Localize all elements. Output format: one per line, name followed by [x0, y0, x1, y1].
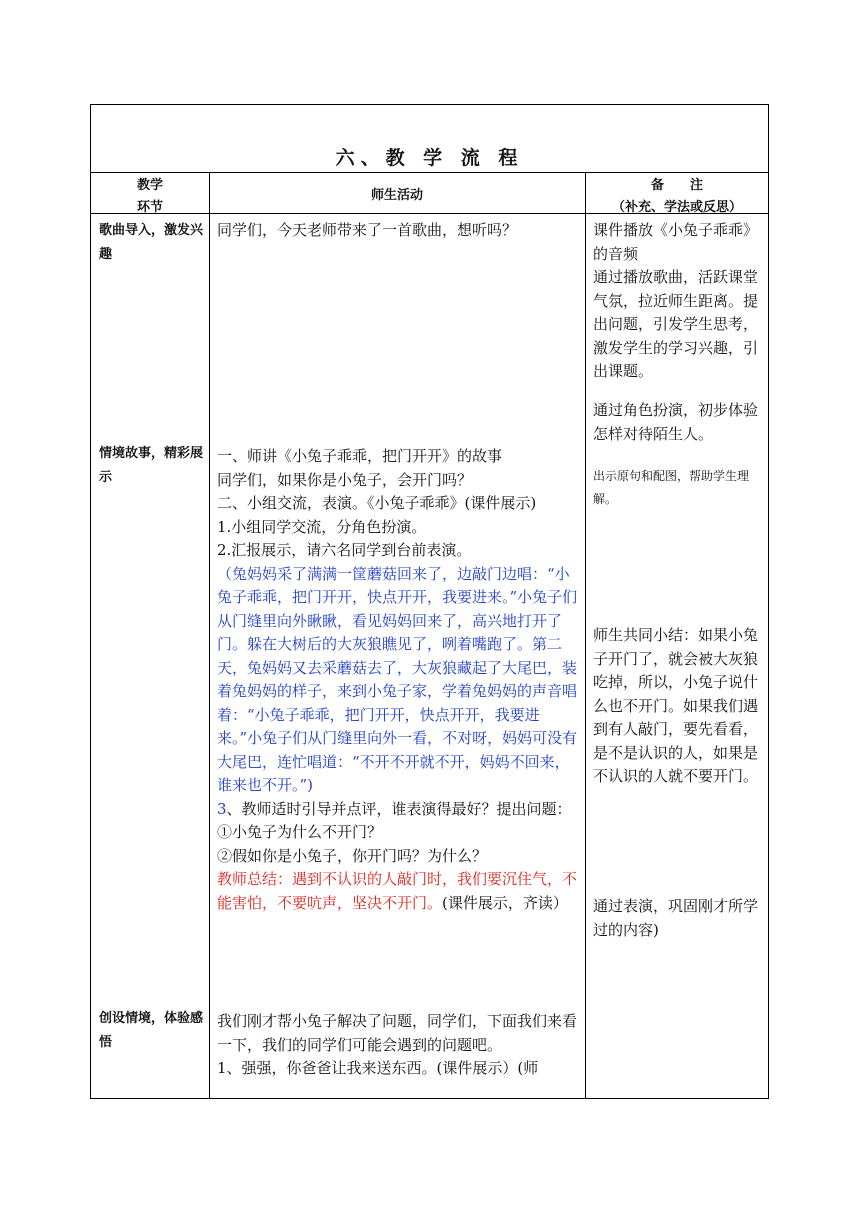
column-divider [209, 172, 210, 1098]
table-title: 六、教 学 流 程 [335, 147, 524, 169]
header-notes-line2: （补充、学法或反思） [611, 200, 742, 215]
story-text: （兔妈妈采了满满一筐蘑菇回来了，边敲门边唱：“小兔子乖乖，把门开开，快点开开，我要进来。”小兔子们从门缝里向外瞅瞅，看见妈妈回来了，高兴地打开了门。躲在大树后的大灰狼瞧见了，咧着嘴跑了。第二天，兔妈妈又去采蘑菇去了，大灰狼藏起了大尾巴，装着兔妈妈的样子，来到小兔子家，学着兔妈妈的声音唱着：“小兔子乖乖，把门开开，快点开开，我要进来。”小兔子们从门缝里向外一看，不对呀，妈妈可没有大尾巴，连忙唱道：“不开不开就不开，妈妈不回来，谁来也不开。”) [217, 564, 578, 794]
activity-line: 1、强强，你爸爸让我来送东西。(课件展示）(师 [217, 1059, 539, 1077]
note-summary: 师生共同小结：如果小兔子开门了，就会被大灰狼吃掉，所以，小兔子说什么也不开门。如果我们遇到有人敲门，要先看看，是不是认识的人，如果是不认识的人就不要开门。 [593, 626, 759, 785]
activity-story-block [217, 445, 579, 915]
note-role-play: 通过角色扮演，初步体验怎样对待陌生人。 [593, 401, 759, 443]
activity-line: 一、师讲《小兔子乖乖，把门开开》的故事 [217, 447, 503, 465]
question-line: ②假如你是小兔子，你开门吗？为什么？ [217, 846, 488, 865]
activity-scenario-block [217, 1010, 579, 1081]
header-stage [91, 175, 209, 219]
column-divider [585, 172, 586, 1098]
stage-scenario-experience: 创设情境，体验感悟 [99, 1011, 204, 1050]
summary-highlight: 教师总结：遇到不认识的人敲门时，我们要沉住气，不能害怕，不要吭声，坚决不开门。 [217, 870, 578, 912]
note-show-sentence: 出示原句和配图，帮助学生理解。 [593, 469, 750, 506]
header-notes-line1: 备 注 [650, 178, 703, 193]
row-divider [91, 172, 768, 173]
activity-line: 我们刚才帮小兔子解决了问题，同学们，下面我们来看一下，我们的同学们可能会遇到的问题吧。 [217, 1012, 578, 1054]
note-audio-and-purpose [593, 219, 763, 384]
header-notes [585, 175, 769, 219]
activity-line: 1.小组同学交流，分角色扮演。 [217, 517, 427, 536]
note-consolidate: 通过表演，巩固刚才所学过的内容) [593, 897, 759, 939]
stage-story-show: 情境故事，精彩展示 [99, 446, 204, 485]
step-number: 3 [217, 799, 227, 818]
stage-song-intro: 歌曲导入，激发兴趣 [99, 223, 204, 262]
activity-song-question [217, 219, 579, 243]
lesson-flow-table [90, 104, 769, 1099]
header-stage-line2: 环节 [136, 200, 163, 215]
activity-line [217, 798, 579, 822]
teacher-summary [217, 868, 579, 915]
activity-line: 二、小组交流，表演。《小兔子乖乖》(课件展示) [217, 494, 537, 512]
note-line: 通过播放歌曲，活跃课堂气氛，拉近师生距离。提出问题，引发学生思考，激发学生的学习兴趣，引出课题。 [593, 268, 759, 380]
question-line: ①小兔子为什么不开门？ [217, 823, 383, 841]
header-activity: 师生活动 [370, 188, 423, 203]
summary-rest: (课件展示，齐读） [442, 893, 568, 912]
activity-line: 2.汇报展示，请六名同学到台前表演。 [217, 541, 472, 559]
activity-line: 同学们，今天老师带来了一首歌曲，想听吗？ [217, 221, 518, 239]
header-stage-line1: 教学 [136, 178, 163, 193]
note-line: 课件播放《小兔子乖乖》的音频 [593, 221, 759, 263]
activity-line: 同学们，如果你是小兔子，会开门吗？ [217, 470, 473, 489]
step-text: 、教师适时引导并点评，谁表演得最好？提出问题： [226, 799, 572, 818]
